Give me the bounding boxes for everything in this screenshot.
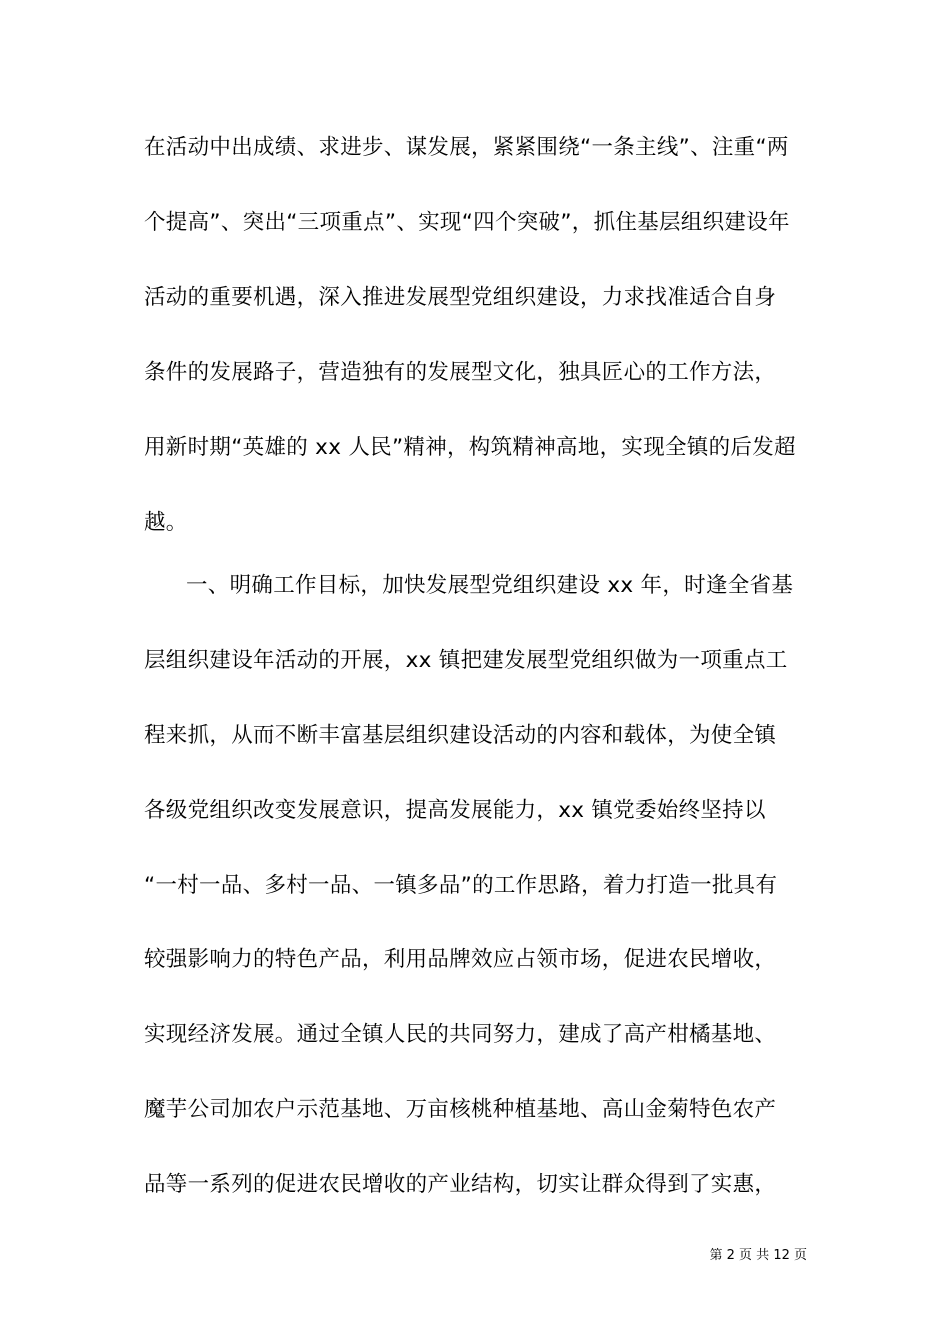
body-line-1: 在活动中出成绩、求进步、谋发展，紧紧围绕“一条主线”、注重“两: [144, 135, 789, 160]
body-line-9: 程来抓，从而不断丰富基层组织建设活动的内容和载体，为使全镇: [144, 723, 777, 748]
body-line-3: 活动的重要机遇，深入推进发展型党组织建设，力求找准适合自身: [144, 285, 777, 310]
body-line-13: 实现经济发展。通过全镇人民的共同努力，建成了高产柑橘基地、: [144, 1022, 777, 1047]
body-line-8: 层组织建设年活动的开展，xx 镇把建发展型党组织做为一项重点工: [144, 648, 788, 673]
body-line-15: 品等一系列的促进农民增收的产业结构，切实让群众得到了实惠，: [144, 1172, 777, 1197]
page-number-footer: 第 2 页 共 12 页: [709, 1248, 807, 1263]
body-line-4: 条件的发展路子，营造独有的发展型文化，独具匠心的工作方法，: [144, 360, 777, 385]
body-line-14: 魔芋公司加农户示范基地、万亩核桃种植基地、高山金菊特色农产: [144, 1097, 777, 1122]
body-line-2: 个提高”、突出“三项重点”、实现“四个突破”，抓住基层组织建设年: [144, 210, 790, 235]
body-line-12: 较强影响力的特色产品，利用品牌效应占领市场，促进农民增收，: [144, 947, 777, 972]
body-line-11: “一村一品、多村一品、一镇多品”的工作思路，着力打造一批具有: [144, 873, 778, 898]
section-heading-line: 一、明确工作目标，加快发展型党组织建设 xx 年，时逢全省基: [186, 573, 794, 598]
body-line-6: 越。: [144, 510, 188, 535]
body-line-5: 用新时期“英雄的 xx 人民”精神，构筑精神高地，实现全镇的后发超: [144, 435, 796, 460]
body-line-10: 各级党组织改变发展意识，提高发展能力，xx 镇党委始终坚持以: [144, 798, 766, 823]
